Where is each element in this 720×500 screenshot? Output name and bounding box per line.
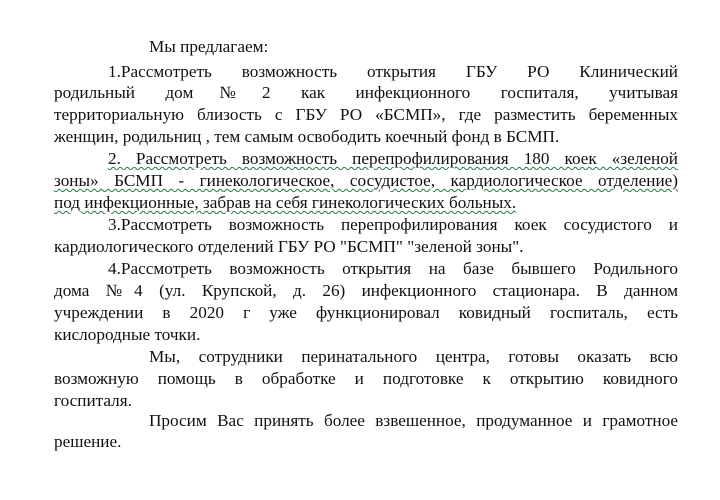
doc-line-intro: Мы предлагаем:	[149, 37, 269, 56]
doc-line-item4-start: 4.Рассмотреть возможность открытия на базе бывшего Родильного	[108, 259, 678, 278]
doc-line-offer-start: Мы, сотрудники перинатального центра, готовы оказать всю	[149, 347, 678, 366]
doc-line-offer-cont: возможную помощь в обработке и подготовке к открытию ковидного	[54, 369, 678, 388]
doc-line-item4-cont: учреждении в 2020 г уже функционировал ковидный госпиталь, есть	[54, 303, 678, 322]
doc-line-item2-cont: зоны» БСМП - гинекологическое, сосудистое, кардиологическое отделение)	[54, 171, 678, 190]
doc-line-item2-end: под инфекционные, забрав на себя гинекологических больных.	[54, 193, 517, 212]
doc-line-item1-cont: родильный дом№2 как инфекционного госпиталя, учитывая	[54, 83, 678, 102]
doc-line-item1-end: женщин, родильниц , тем самым освободить коечный фонд в БСМП.	[54, 127, 560, 146]
doc-line-item1-start: 1.Рассмотреть возможность открытия ГБУ РО Клинический	[108, 62, 678, 81]
doc-line-item1-cont: территориальную близость с ГБУ РО «БСМП», где разместить беременных	[54, 105, 678, 124]
doc-line-item3-end: кардиологического отделений ГБУ РО "БСМП" "зеленой зоны".	[54, 237, 524, 256]
doc-line-item3-start: 3.Рассмотреть возможность перепрофилирования коек сосудистого и	[108, 215, 678, 234]
doc-line-item4-end: кислородные точки.	[54, 325, 201, 344]
doc-line-item2-start: 2. Рассмотреть возможность перепрофилирования 180 коек «зеленой	[108, 149, 678, 168]
doc-line-request-end: решение.	[54, 432, 122, 451]
doc-line-item4-cont: дома №4 (ул. Крупской, д. 26) инфекционного стационара. В данном	[54, 281, 678, 300]
doc-line-offer-end: госпиталя.	[54, 391, 132, 410]
doc-line-request-start: Просим Вас принять более взвешенное, продуманное и грамотное	[149, 411, 678, 430]
